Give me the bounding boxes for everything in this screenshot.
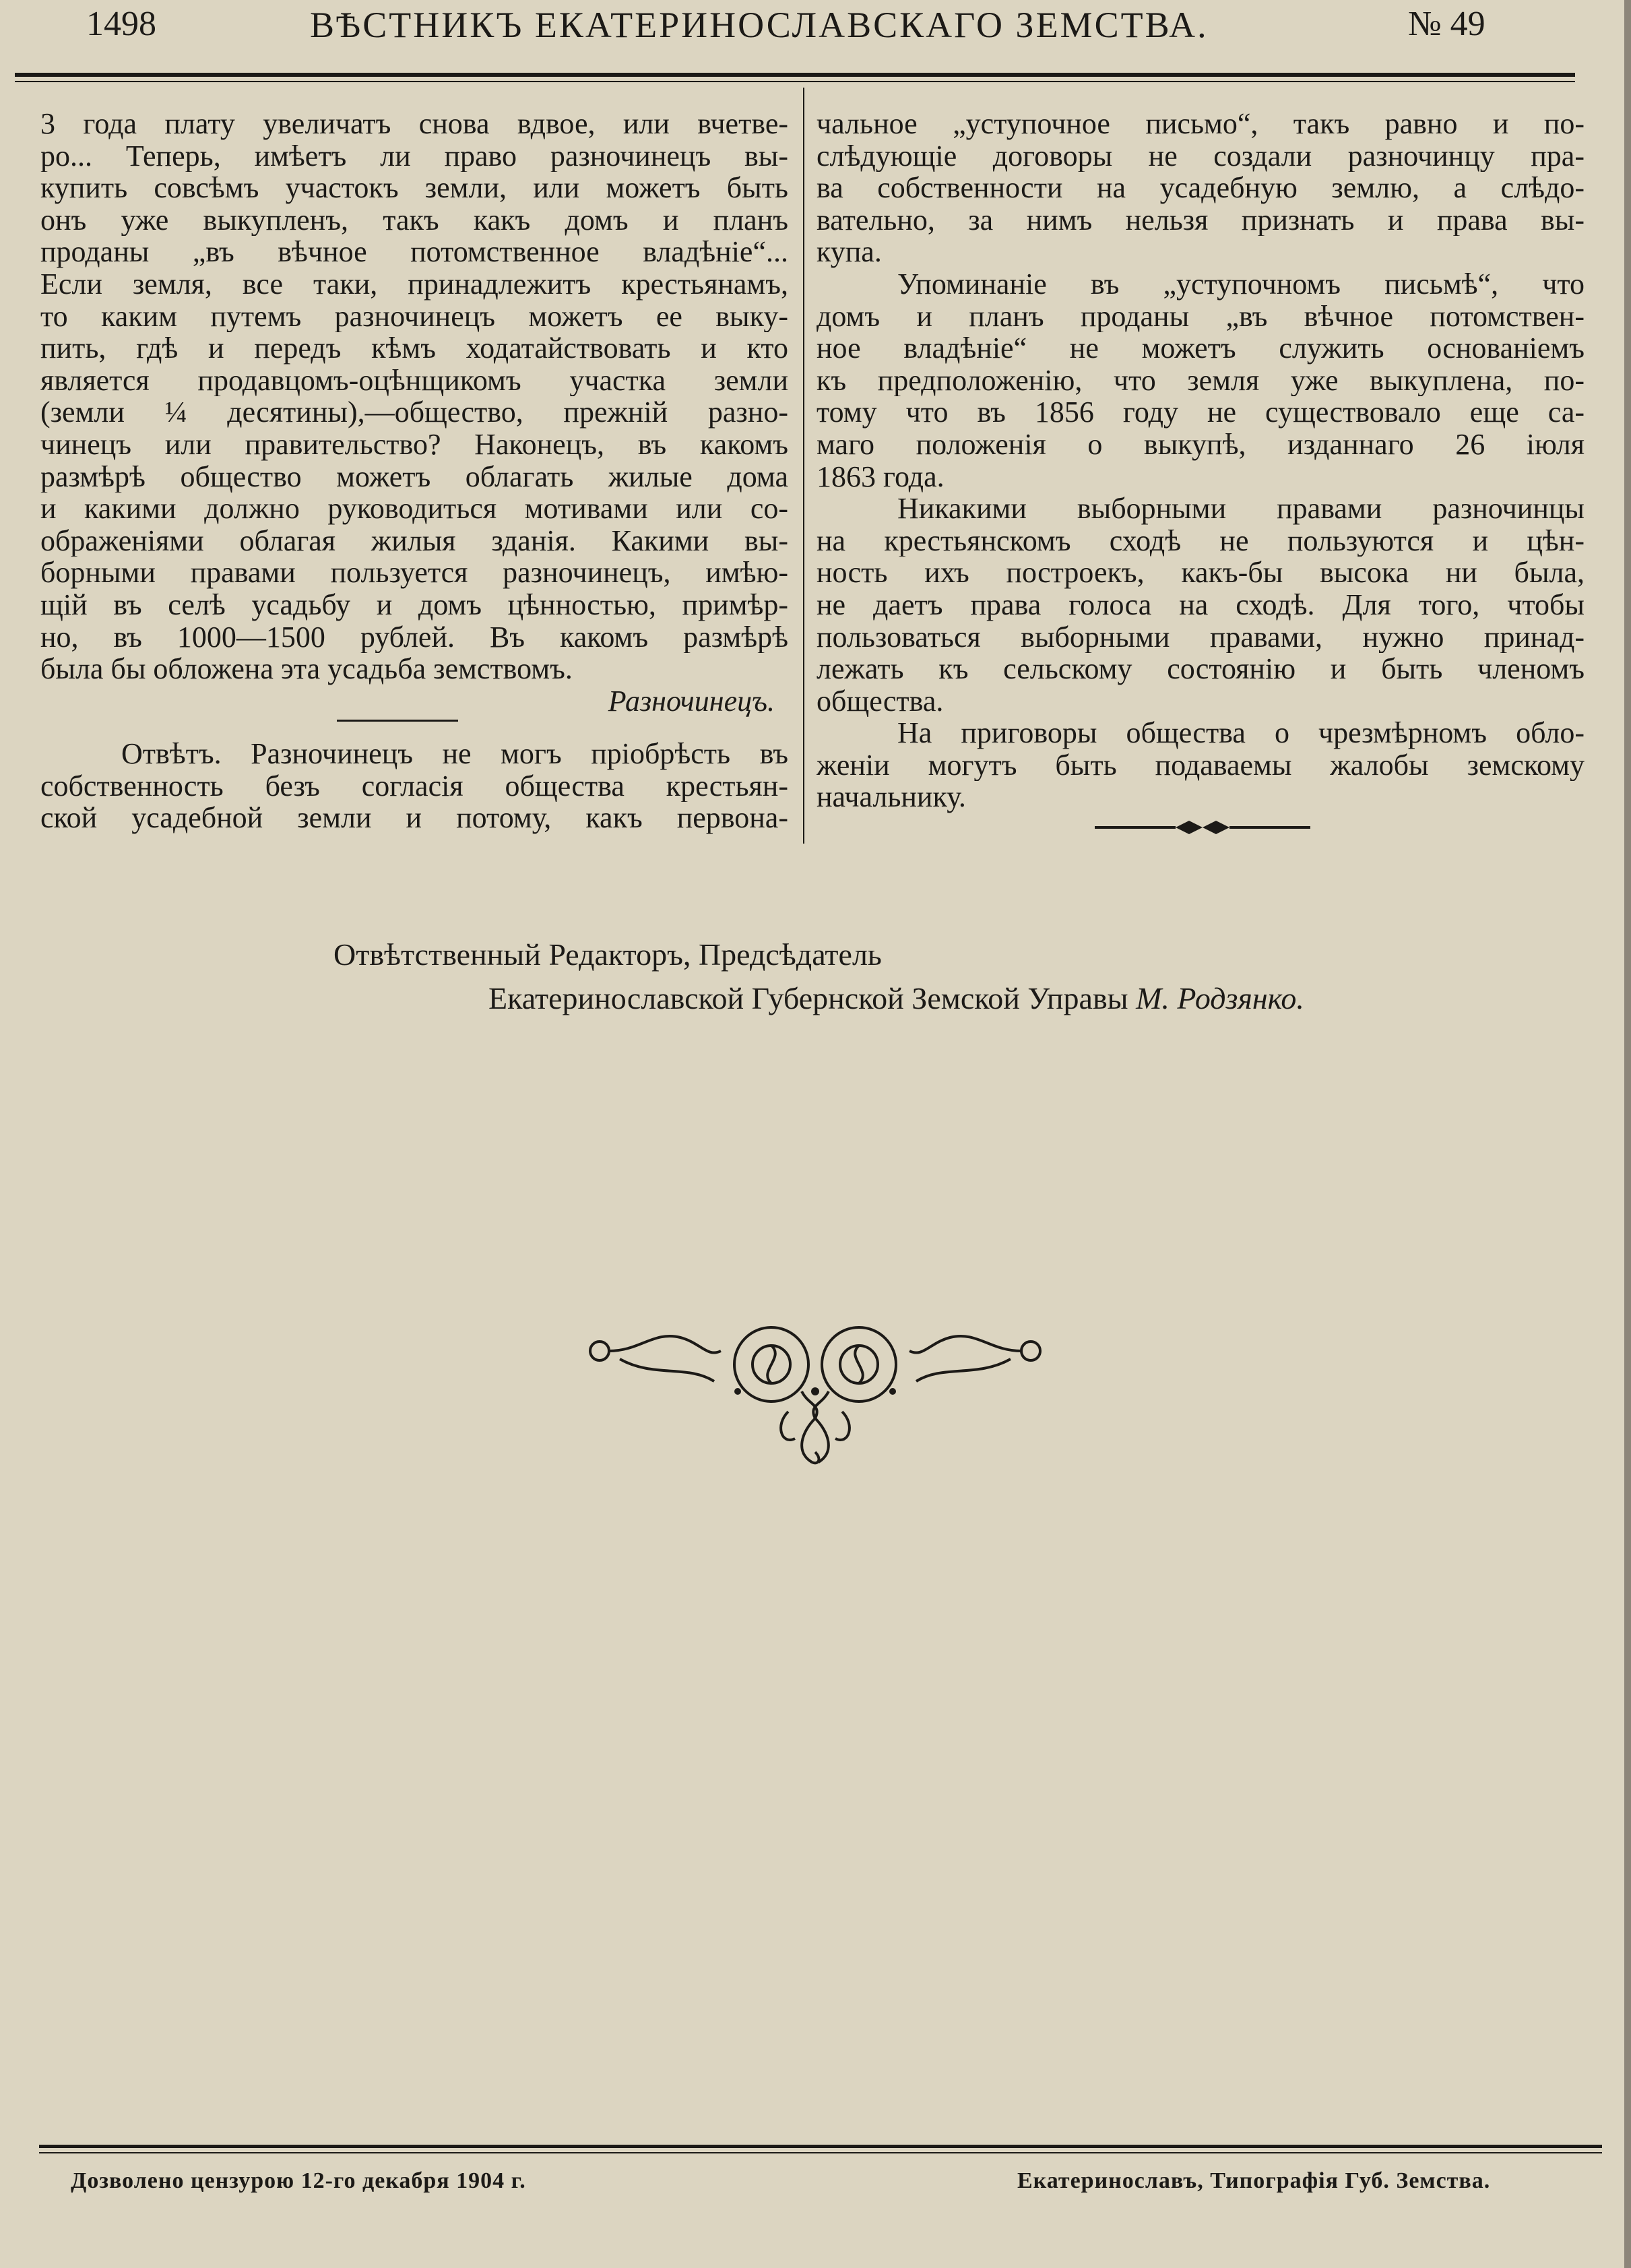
journal-title: ВѢСТНИКЪ ЕКАТЕРИНОСЛАВСКАГО ЗЕМСТВА. [310,5,1209,45]
header-rule-thick [15,73,1575,77]
answer-line: Отвѣтъ. Разночинецъ не могъ пріобрѣсть въ [121,738,788,770]
header-rule-thin [15,81,1575,82]
answer-line: купа. [817,236,882,268]
question-line: проданы „въ вѣчное потомственное владѣніе“... [40,236,788,268]
answer-line: женіи могутъ быть подаваемы жалобы земскому [817,749,1585,782]
question-line: Если земля, все таки, принадлежитъ крестьянамъ, [40,267,788,301]
question-line: и какими должно руководиться мотивами или со- [40,493,788,525]
editor-office-line [488,980,1304,1016]
question-line: (земли ¼ десятины),—общество, прежній разно- [40,396,788,429]
answer-block [40,738,788,834]
question-line: ро... Теперь, имѣетъ ли право разночинецъ вы- [40,139,788,172]
question-line: пить, гдѣ и передъ кѣмъ ходатайствовать и кто [40,332,788,365]
answer-line: на крестьянскомъ сходѣ не пользуются и цѣн- [817,524,1585,557]
page-header [27,0,1576,74]
question-line: онъ уже выкупленъ, такъ какъ домъ и планъ [40,203,788,237]
answer-line: ва собственности на усадебную землю, а слѣдо- [817,172,1585,204]
right-column [817,108,1585,813]
question-signature: Разночинецъ. [608,685,775,718]
answer-line: Упоминаніе въ „уступочномъ письмѣ“, что [897,267,1585,301]
answer-line: Никакими выборными правами разночинцы [897,493,1585,525]
answer-line: маго положенія о выкупѣ, изданнаго 26 іюля [817,428,1585,461]
answer-line: общества. [817,685,944,718]
answer-line: домъ и планъ проданы „въ вѣчное потомствен- [817,300,1585,333]
answer-line: слѣдующіе договоры не создали разночинцу пра- [817,139,1585,172]
answer-line: 1863 года. [817,460,945,493]
censorship-note: Дозволено цензурою 12-го декабря 1904 г. [71,2168,526,2193]
answer-line: лежать къ сельскому состоянію и быть членомъ [817,653,1585,685]
editor-name: М. Родзянко. [1136,981,1304,1015]
answer-line: не даетъ права голоса на сходѣ. Для того, чтобы [817,588,1585,621]
answer-line: На приговоры общества о чрезмѣрномъ обло- [897,717,1585,749]
answer-line: чальное „уступочное письмо“, такъ равно и по- [817,108,1585,140]
answer-line: начальнику. [817,781,966,814]
question-line: была бы обложена эта усадьба земствомъ. [40,653,573,685]
editor-title-line: Отвѣтственный Редакторъ, Предсѣдатель [333,937,882,972]
question-line: чинецъ или правительство? Наконецъ, въ какомъ [40,428,788,461]
footer-rule-thick [39,2145,1602,2148]
page-edge [1624,0,1631,2268]
section-divider [337,720,458,722]
footer-rule-thin [39,2152,1602,2153]
question-line: щій въ селѣ усадьбу и домъ цѣнностью, примѣр- [40,588,788,621]
answer-line: вательно, за нимъ нельзя признать и права вы- [817,203,1585,237]
question-line: купить совсѣмъ участокъ земли, или можетъ быть [40,172,788,204]
printer-imprint: Екатеринославъ, Типографія Губ. Земства. [1017,2168,1491,2193]
flourish-ornament [579,1317,1051,1479]
editor-office: Екатеринославской Губернской Земской Управы [488,981,1128,1015]
answer-line: ность ихъ построекъ, какъ-бы высока ни была, [817,557,1585,589]
answer-line: къ предположенію, что земля уже выкуплена, по- [817,364,1585,397]
question-line: ображеніями облагая жилыя зданія. Какими вы- [40,524,788,557]
question-line: размѣрѣ общество можетъ облагать жилые дома [40,460,788,493]
question-line: борными правами пользуется разночинецъ, имѣю- [40,557,788,589]
issue-number: № 49 [1408,5,1485,43]
answer-line: ное владѣніе“ не можетъ служить основаніемъ [817,332,1585,365]
page-number: 1498 [86,5,156,43]
question-line: 3 года плату увеличатъ снова вдвое, или вчетве- [40,108,788,140]
answer-line: пользоваться выборными правами, нужно принад- [817,621,1585,654]
question-line: то каким путемъ разночинецъ можетъ ее выку- [40,300,788,333]
question-line: но, въ 1000—1500 рублей. Въ какомъ размѣрѣ [40,621,788,654]
left-column [40,108,788,717]
answer-line: тому что въ 1856 году не существовало еще са- [817,396,1585,429]
answer-line: ской усадебной земли и потому, какъ первона- [40,802,788,834]
question-line: является продавцомъ-оцѣнщикомъ участка земли [40,364,788,397]
end-of-article-ornament [1095,815,1310,840]
answer-line: собственность безъ согласія общества крестьян- [40,769,788,802]
column-separator [803,88,804,844]
